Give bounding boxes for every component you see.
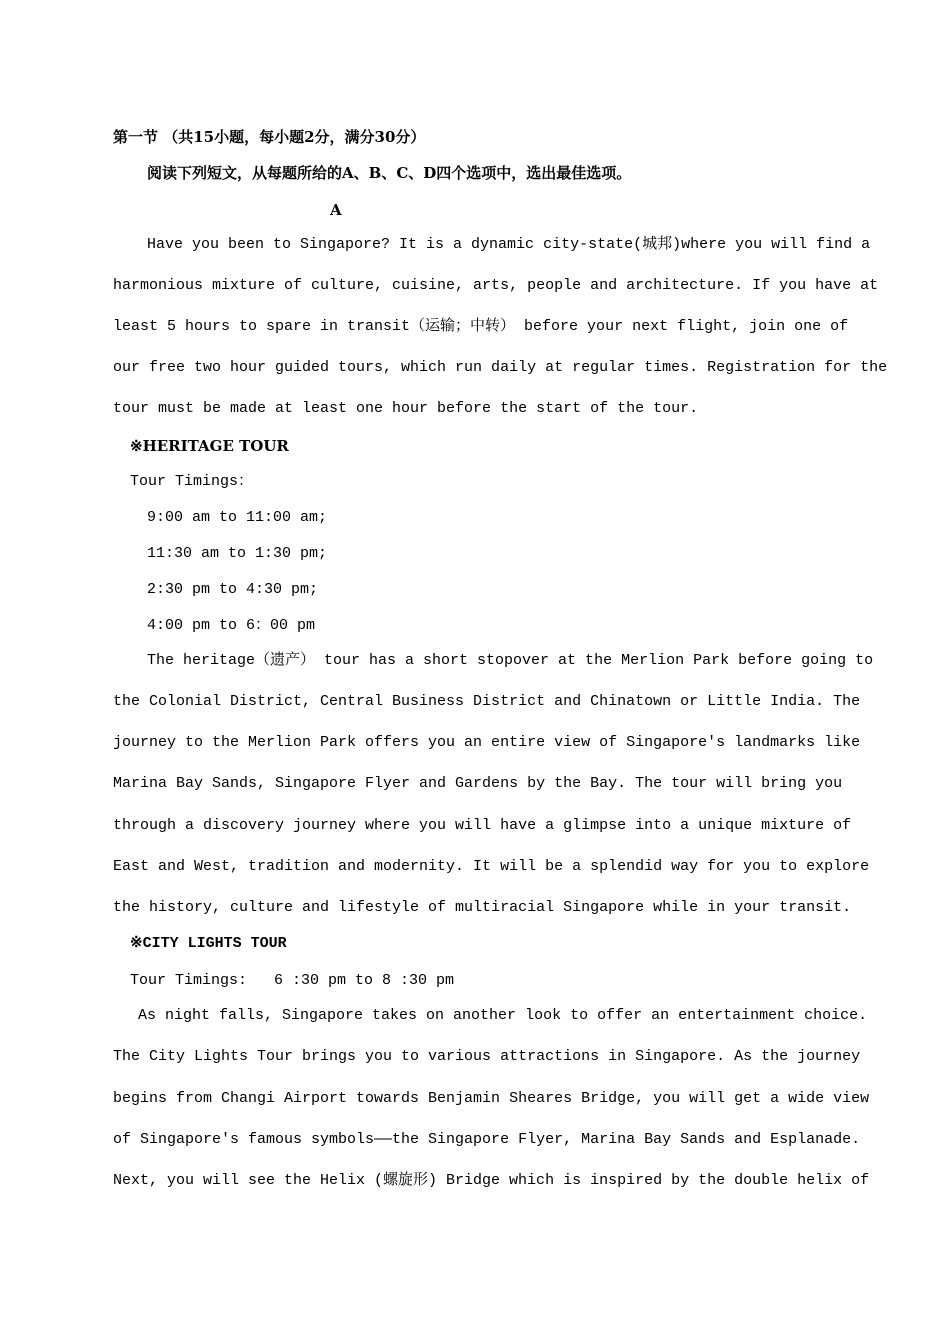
heritage-timing: 4:00 pm to 6：00 pm [147,617,316,634]
city-lights-timings: Tour Timings: 6 :30 pm to 8 :30 pm [130,972,455,989]
heritage-timing: 11:30 am to 1:30 pm; [147,545,328,562]
instruction: 阅读下列短文，从每题所给的A、B、C、D四个选项中，选出最佳选项。 [147,164,632,182]
city-lights-line: Next, you will see the Helix (螺旋形) Bridge which is inspired by the double helix of [113,1172,870,1189]
city-lights-line: begins from Changi Airport towards Benjamin Sheares Bridge, you will get a wide view [113,1090,870,1107]
heritage-line: The heritage（遗产） tour has a short stopover at the Merlion Park before going to [147,652,874,669]
heritage-line: journey to the Merlion Park offers you an entire view of Singapore's landmarks like [113,734,861,751]
intro-line: least 5 hours to spare in transit（运输；中转） before your next flight, join one of [113,318,849,335]
intro-line: harmonious mixture of culture, cuisine, arts, people and architecture. If you have at [113,277,879,294]
passage-letter: A [330,201,342,219]
heritage-timings-label: Tour Timings： [130,473,254,490]
city-lights-line: As night falls, Singapore takes on another look to offer an entertainment choice. [138,1007,868,1024]
heritage-timing: 2:30 pm to 4:30 pm; [147,581,319,598]
city-lights-line: of Singapore's famous symbols——the Singapore Flyer, Marina Bay Sands and Esplanade. [113,1131,861,1148]
heritage-line: the Colonial District, Central Business District and Chinatown or Little India. The [113,693,861,710]
section-header: 第一节 （共15小题，每小题2分，满分30分） [113,128,426,146]
heritage-line: through a discovery journey where you will have a glimpse into a unique mixture of [113,817,852,834]
intro-line: tour must be made at least one hour before the start of the tour. [113,400,699,417]
city-lights-line: The City Lights Tour brings you to various attractions in Singapore. As the journey [113,1048,861,1065]
city-lights-title: ※CITY LIGHTS TOUR [130,935,287,952]
intro-line: Have you been to Singapore? It is a dynamic city-state(城邦)where you will find a [147,236,871,253]
heritage-title: ※HERITAGE TOUR [130,437,289,455]
heritage-line: the history, culture and lifestyle of multiracial Singapore while in your transit. [113,899,852,916]
heritage-line: East and West, tradition and modernity. It will be a splendid way for you to explore [113,858,870,875]
intro-line: our free two hour guided tours, which run daily at regular times. Registration for the [113,359,888,376]
heritage-timing: 9:00 am to 11:00 am; [147,509,328,526]
heritage-line: Marina Bay Sands, Singapore Flyer and Gardens by the Bay. The tour will bring you [113,775,843,792]
